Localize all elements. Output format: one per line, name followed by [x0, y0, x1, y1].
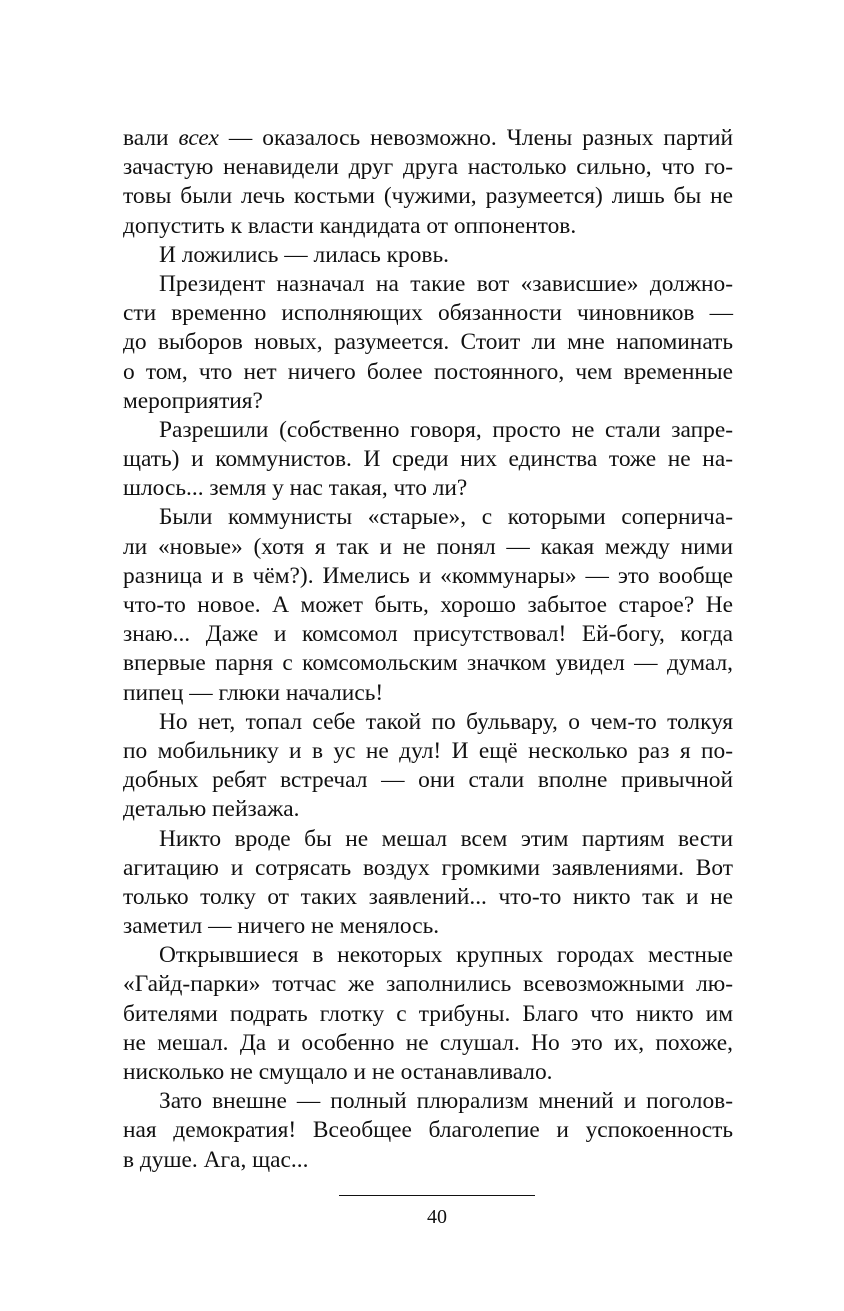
text-line — [123, 124, 733, 153]
page-number: 40 — [427, 1206, 447, 1228]
text-line: зачастую ненавидели друг друга настолько сильно, что го- — [123, 154, 733, 181]
footer-rule — [339, 1195, 535, 1196]
text-line: Никто вроде бы не мешал всем этим партиям вести — [159, 825, 733, 852]
text-line: щать) и коммунистов. И среди них единства тоже не на- — [123, 446, 733, 473]
text-line: пипец — глюки начались! — [123, 679, 384, 706]
italic-emphasis: всех — [178, 125, 219, 151]
text-line: Зато внешне — полный плюрализм мнений и поголов- — [159, 1088, 733, 1115]
text-line: добных ребят встречал — они стали вполне привычной — [123, 767, 733, 794]
text-line: по мобильнику и в ус не дул! И ещё несколько раз я по- — [123, 737, 733, 764]
text-segment: — оказалось невозможно. Члены разных партий — [218, 125, 733, 151]
text-line: что-то новое. А может быть, хорошо забытое старое? Не — [123, 592, 733, 618]
text-line: сти временно исполняющих обязанности чиновников — — [123, 300, 733, 327]
text-line: впервые парня с комсомольским значком увидел — думал, — [123, 650, 733, 677]
text-line: допустить к власти кандидата от оппонентов. — [123, 212, 577, 239]
text-line: агитацию и сотрясать воздух громкими заявлениями. Вот — [123, 854, 733, 881]
text-line: Разрешили (собственно говоря, просто не стали запре- — [159, 416, 733, 443]
text-line: Были коммунисты «старые», с которыми соперничa- — [159, 504, 733, 531]
text-line: не мешал. Да и особенно не слушал. Но это их, похоже, — [123, 1029, 733, 1056]
text-line: только толку от таких заявлений... что-то никто так и не — [123, 883, 733, 910]
text-line: разница и в чём?). Имелись и «коммунары» — это вообще — [123, 562, 733, 589]
text-segment: вали — [123, 125, 179, 151]
text-line: о том, что нет ничего более постоянного, чем временные — [123, 358, 733, 385]
text-line: нисколько не смущало и не останавливало. — [123, 1059, 553, 1085]
text-line: до выборов новых, разумеется. Стоит ли мне напоминать — [123, 329, 733, 356]
text-line: Но нет, топал себе такой по бульвару, о чем-то толкуя — [159, 708, 733, 735]
text-line: ли «новые» (хотя я так и не понял — какая между ними — [123, 533, 733, 560]
text-line: ная демократия! Всеобщее благолепие и успокоенность — [123, 1117, 733, 1144]
text-line: знаю... Даже и комсомол присутствовал! Ей-богу, когда — [123, 621, 733, 648]
text-line: бителями подрать глотку с трибуны. Благо что никто им — [123, 1000, 733, 1027]
text-line: Открывшиеся в некоторых крупных городах местные — [159, 942, 733, 969]
text-line: И ложились — лилась кровь. — [159, 241, 449, 268]
text-line: товы были лечь костьми (чужими, разумеется) лишь бы не — [123, 183, 733, 210]
text-line: шлось... земля у нас такая, что ли? — [123, 475, 468, 502]
text-line: заметил — ничего не менялось. — [123, 913, 440, 940]
text-line: Президент назначал на такие вот «зависшие» должно- — [159, 270, 733, 297]
body-text — [123, 124, 733, 1175]
text-line: в душе. Ага, щас... — [123, 1146, 309, 1173]
text-line: «Гайд-парки» тотчас же заполнились всевозможными лю- — [123, 971, 733, 998]
text-line: мероприятия? — [123, 387, 263, 414]
text-line: деталью пейзажа. — [123, 796, 300, 823]
